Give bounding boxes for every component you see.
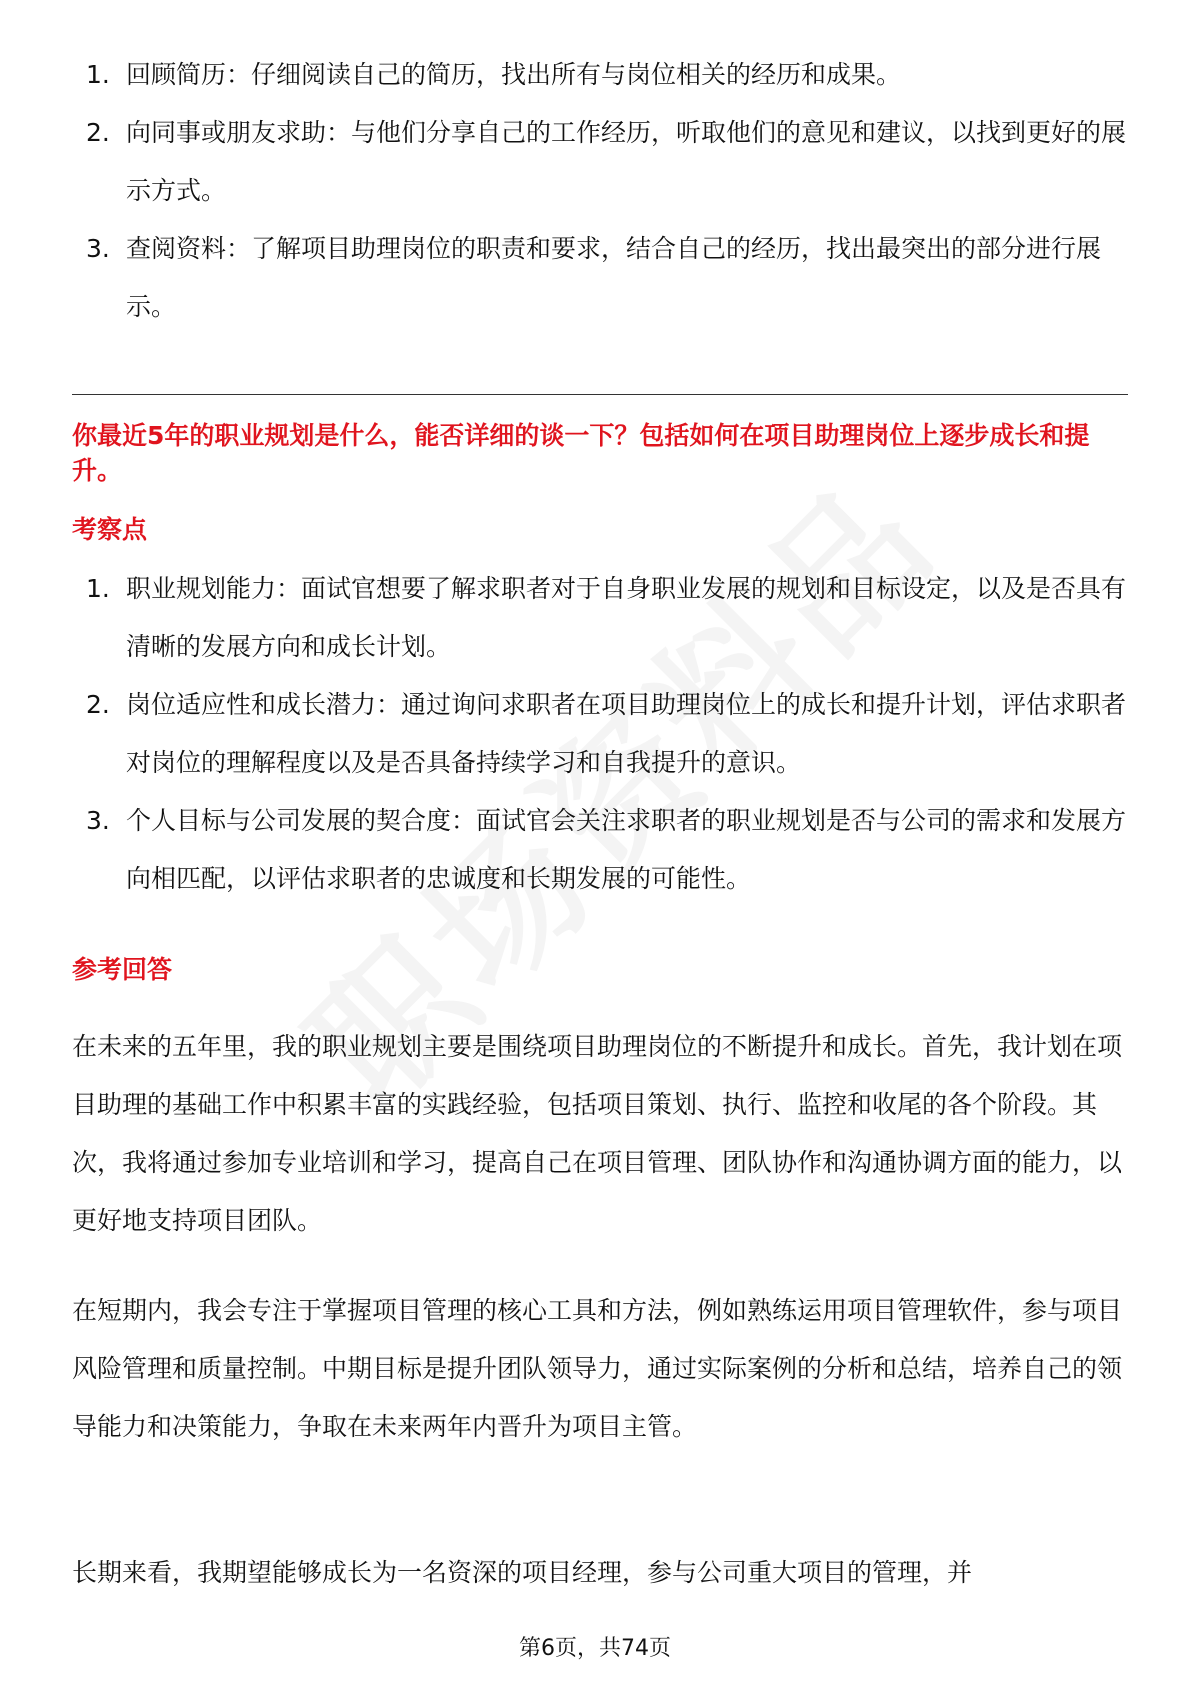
answer-paragraph: 长期来看，我期望能够成长为一名资深的项目经理，参与公司重大项目的管理，并 (72, 1558, 973, 1587)
list-item (72, 560, 1132, 676)
list-item-number: 1. (86, 60, 110, 89)
interview-question: 你最近5年的职业规划是什么，能否详细的谈一下？包括如何在项目助理岗位上逐步成长和提升。 (72, 421, 1090, 485)
list-item (72, 676, 1132, 792)
section-title-reference-answer: 参考回答 (72, 955, 173, 984)
list-item-number: 2. (86, 118, 110, 147)
list-item-text: 职业规划能力：面试官想要了解求职者对于自身职业发展的规划和目标设定，以及是否具有清晰的发展方向和成长计划。 (126, 574, 1127, 661)
tips-list (72, 46, 1132, 336)
list-item-text: 个人目标与公司发展的契合度：面试官会关注求职者的职业规划是否与公司的需求和发展方向相匹配，以评估求职者的忠诚度和长期发展的可能性。 (126, 806, 1127, 893)
list-item-text: 查阅资料：了解项目助理岗位的职责和要求，结合自己的经历，找出最突出的部分进行展示。 (126, 234, 1102, 321)
list-item-number: 3. (86, 234, 110, 263)
page-number: 第6页，共74页 (519, 1636, 671, 1661)
list-item (72, 220, 1132, 336)
assessment-list (72, 560, 1132, 908)
list-item-text: 回顾简历：仔细阅读自己的简历，找出所有与岗位相关的经历和成果。 (126, 60, 902, 89)
list-item-number: 1. (86, 574, 110, 603)
list-item-text: 岗位适应性和成长潜力：通过询问求职者在项目助理岗位上的成长和提升计划，评估求职者对岗位的理解程度以及是否具备持续学习和自我提升的意识。 (126, 690, 1127, 777)
list-item-number: 3. (86, 806, 110, 835)
list-item-number: 2. (86, 690, 110, 719)
answer-paragraph: 在未来的五年里，我的职业规划主要是围绕项目助理岗位的不断提升和成长。首先，我计划在项目助理的基础工作中积累丰富的实践经验，包括项目策划、执行、监控和收尾的各个阶段。其次，我将通过参加专业培训和学习，提高自己在项目管理、团队协作和沟通协调方面的能力，以更好地支持项目团队。 (72, 1032, 1123, 1235)
section-title-assessment: 考察点 (72, 515, 148, 544)
list-item (72, 104, 1132, 220)
list-item (72, 46, 1132, 104)
answer-paragraph: 在短期内，我会专注于掌握项目管理的核心工具和方法，例如熟练运用项目管理软件，参与项目风险管理和质量控制。中期目标是提升团队领导力，通过实际案例的分析和总结，培养自己的领导能力和决策能力，争取在未来两年内晋升为项目主管。 (72, 1296, 1123, 1441)
list-item (72, 792, 1132, 908)
list-item-text: 向同事或朋友求助：与他们分享自己的工作经历，听取他们的意见和建议，以找到更好的展示方式。 (126, 118, 1127, 205)
section-divider (72, 394, 1128, 395)
